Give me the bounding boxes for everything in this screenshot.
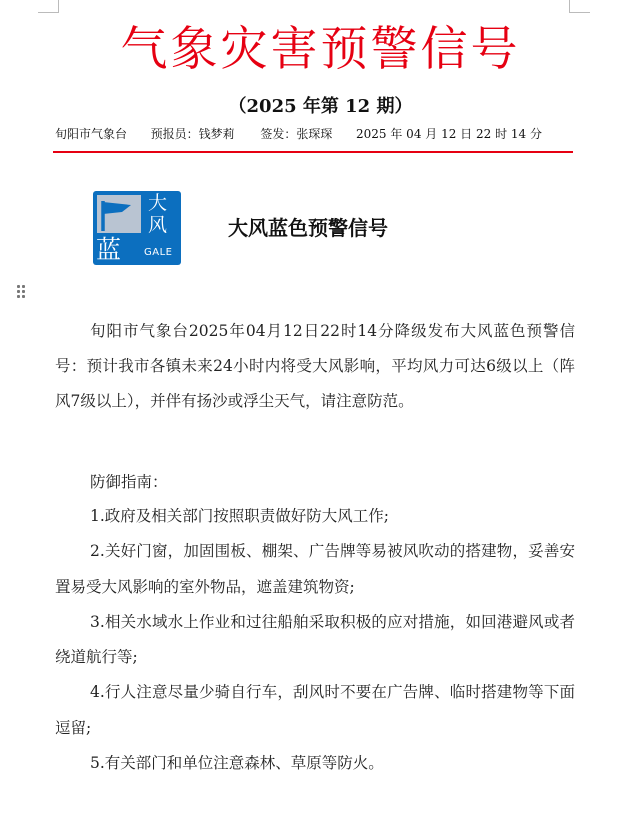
guide-item: 5.有关部门和单位注意森林、草原等防火。: [90, 754, 384, 773]
drag-handle-icon[interactable]: [17, 285, 27, 299]
forecaster: 预报员：钱梦莉: [150, 127, 235, 141]
guide-title: 防御指南：: [90, 473, 168, 491]
guide-item: 1.政府及相关部门按照职责做好防大风工作;: [90, 507, 390, 525]
page-corner-mark-right: [569, 0, 590, 13]
gale-blue-warning-icon: [93, 191, 181, 265]
document-title: 气象灾害预警信号: [120, 22, 521, 77]
header-divider: [53, 151, 573, 153]
issuer-info-line: [55, 124, 575, 144]
signal-title: 大风蓝色预警信号: [228, 216, 388, 240]
guide-item: 3.相关水域水上作业和过往船舶采取积极的应对措施，如回港避风或者绕道航行等;: [55, 612, 575, 667]
issue-number: （2025 年第 12 期）: [228, 96, 413, 117]
icon-char-da: 大: [148, 192, 168, 214]
issue-datetime: 2025 年 04 月 12 日 22 时 14 分: [356, 127, 542, 141]
issuer: 旬阳市气象台: [55, 127, 128, 141]
guide-item: 2.关好门窗，加固围板、棚架、广告牌等易被风吹动的搭建物，妥善安置易受大风影响的室外物品，遮盖建筑物资;: [55, 542, 575, 596]
guide-item: 4.行人注意尽量少骑自行车，刮风时不要在广告牌、临时搭建物等下面逗留;: [55, 683, 575, 737]
icon-color-char: 蓝: [96, 235, 122, 264]
windsock-icon: [97, 195, 141, 233]
warning-paragraph: 旬阳市气象台2025年04月12日22时14分降级发布大风蓝色预警信号：预计我市各镇未来24小时内将受大风影响，平均风力可达6级以上（阵风7级以上），并伴有扬沙或浮尘天气，请注意防范。: [55, 322, 575, 410]
signer: 签发：张琛琛: [260, 127, 333, 141]
icon-char-feng: 风: [148, 214, 168, 236]
icon-gale-label: GALE: [144, 247, 173, 258]
page-corner-mark-left: [38, 0, 59, 13]
guide-list: [55, 499, 575, 781]
